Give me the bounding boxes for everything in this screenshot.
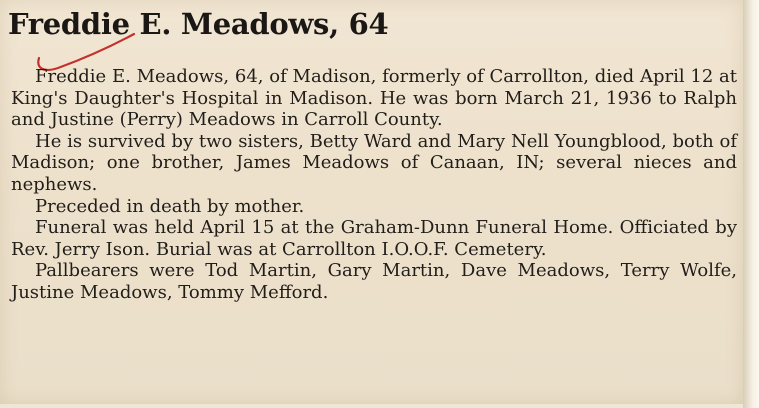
paragraph-survivors: He is survived by two sisters, Betty Ward and Mary Nell Youngblood, both of Madison; one brother, James Meadows of Canaan, IN; several nieces and nephews.	[11, 130, 737, 195]
paragraph-pallbearers: Pallbearers were Tod Martin, Gary Martin, Dave Meadows, Terry Wolfe, Justine Meadows, Tommy Mefford.	[11, 260, 737, 303]
paragraph-funeral: Funeral was held April 15 at the Graham-Dunn Funeral Home. Officiated by Rev. Jerry Ison. Burial was at Carrollton I.O.O.F. Cemetery.	[11, 217, 737, 260]
paragraph-preceded: Preceded in death by mother.	[35, 195, 305, 217]
obituary-body	[11, 66, 737, 304]
clipping-edge	[743, 0, 759, 408]
obituary-headline: Freddie E. Meadows, 64	[8, 7, 389, 41]
paragraph-death-notice: Freddie E. Meadows, 64, of Madison, formerly of Carrollton, died April 12 at King's Daughter's Hospital in Madison. He was born March 21, 1936 to Ralph and Justine (Perry) Meadows in Carroll County.	[11, 66, 737, 131]
